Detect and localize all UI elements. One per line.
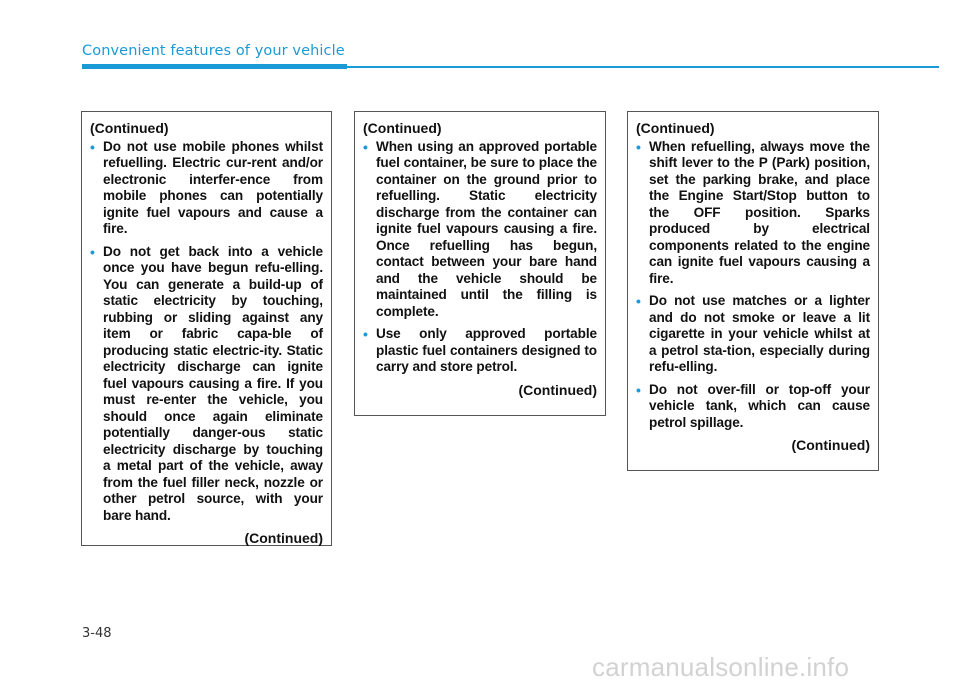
warning-item: [363, 326, 597, 376]
warning-text: Do not use matches or a lighter and do not smoke or leave a lit cigarette in your vehicle whilst at a petrol sta-tion, especially during refu-elling.: [649, 293, 870, 374]
warning-text: When using an approved portable fuel container, be sure to place the container on the ground prior to refuelling. Static electricity discharge from the container can ignite fuel vapours causing a fire. Once refuelling has begun, contact between your bare hand and the vehicle should be maintained until the filling is complete.: [376, 138, 597, 319]
bullet-icon: •: [90, 138, 95, 155]
warning-text: Use only approved portable plastic fuel containers designed to carry and store petrol.: [376, 326, 597, 374]
warning-box-2: [354, 111, 606, 416]
warning-box-1: [81, 111, 332, 546]
warning-list: [90, 139, 323, 525]
warning-box-3: [627, 111, 879, 471]
bullet-icon: •: [90, 243, 95, 260]
bullet-icon: •: [363, 326, 368, 342]
bullet-icon: •: [636, 293, 641, 309]
box-heading: (Continued): [363, 120, 442, 136]
warning-item: [90, 244, 323, 525]
bullet-icon: •: [363, 138, 368, 155]
box-heading: (Continued): [636, 120, 715, 136]
continued-label: (Continued): [791, 437, 870, 453]
header-rule: [347, 66, 939, 68]
warning-text: Do not get back into a vehicle once you have begun refu-elling. You can generate a build-up of static electricity by touching, rubbing or sliding against any item or fabric capa-ble of producing static electric-ity. Static electricity discharge can ignite fuel vapours causing a fire. If you must re-enter the vehicle, you should once again eliminate potentially danger-ous static electricity discharge by touching a metal part of the vehicle, away from the fuel filler neck, nozzle or other petrol source, with your bare hand.: [103, 243, 323, 523]
bullet-icon: •: [636, 138, 641, 155]
section-title: Convenient features of your vehicle: [82, 43, 345, 59]
warning-list: [636, 139, 870, 432]
warning-text: Do not use mobile phones whilst refuelling. Electric cur-rent and/or electronic interfer-ence from mobile phones can potentially ignite fuel vapours and cause a fire.: [103, 138, 323, 236]
warning-item: [636, 139, 870, 288]
page-number: 3-48: [82, 626, 112, 641]
header-accent-bar: [82, 64, 347, 69]
warning-text: When refuelling, always move the shift lever to the P (Park) position, set the parking brake, and place the Engine Start/Stop button to the OFF position. Sparks produced by electrical components related to the engine can ignite fuel vapours causing a fire.: [649, 138, 870, 286]
warning-list: [363, 139, 597, 376]
warning-text: Do not over-fill or top-off your vehicle tank, which can cause petrol spillage.: [649, 381, 870, 430]
warning-item: [636, 293, 870, 376]
continued-label: (Continued): [244, 530, 323, 546]
warning-item: [363, 139, 597, 321]
box-heading: (Continued): [90, 120, 169, 136]
warning-item: [636, 382, 870, 432]
bullet-icon: •: [636, 381, 641, 398]
warning-item: [90, 139, 323, 238]
continued-label: (Continued): [518, 381, 597, 398]
watermark: carmanualsonline.info: [592, 652, 850, 682]
